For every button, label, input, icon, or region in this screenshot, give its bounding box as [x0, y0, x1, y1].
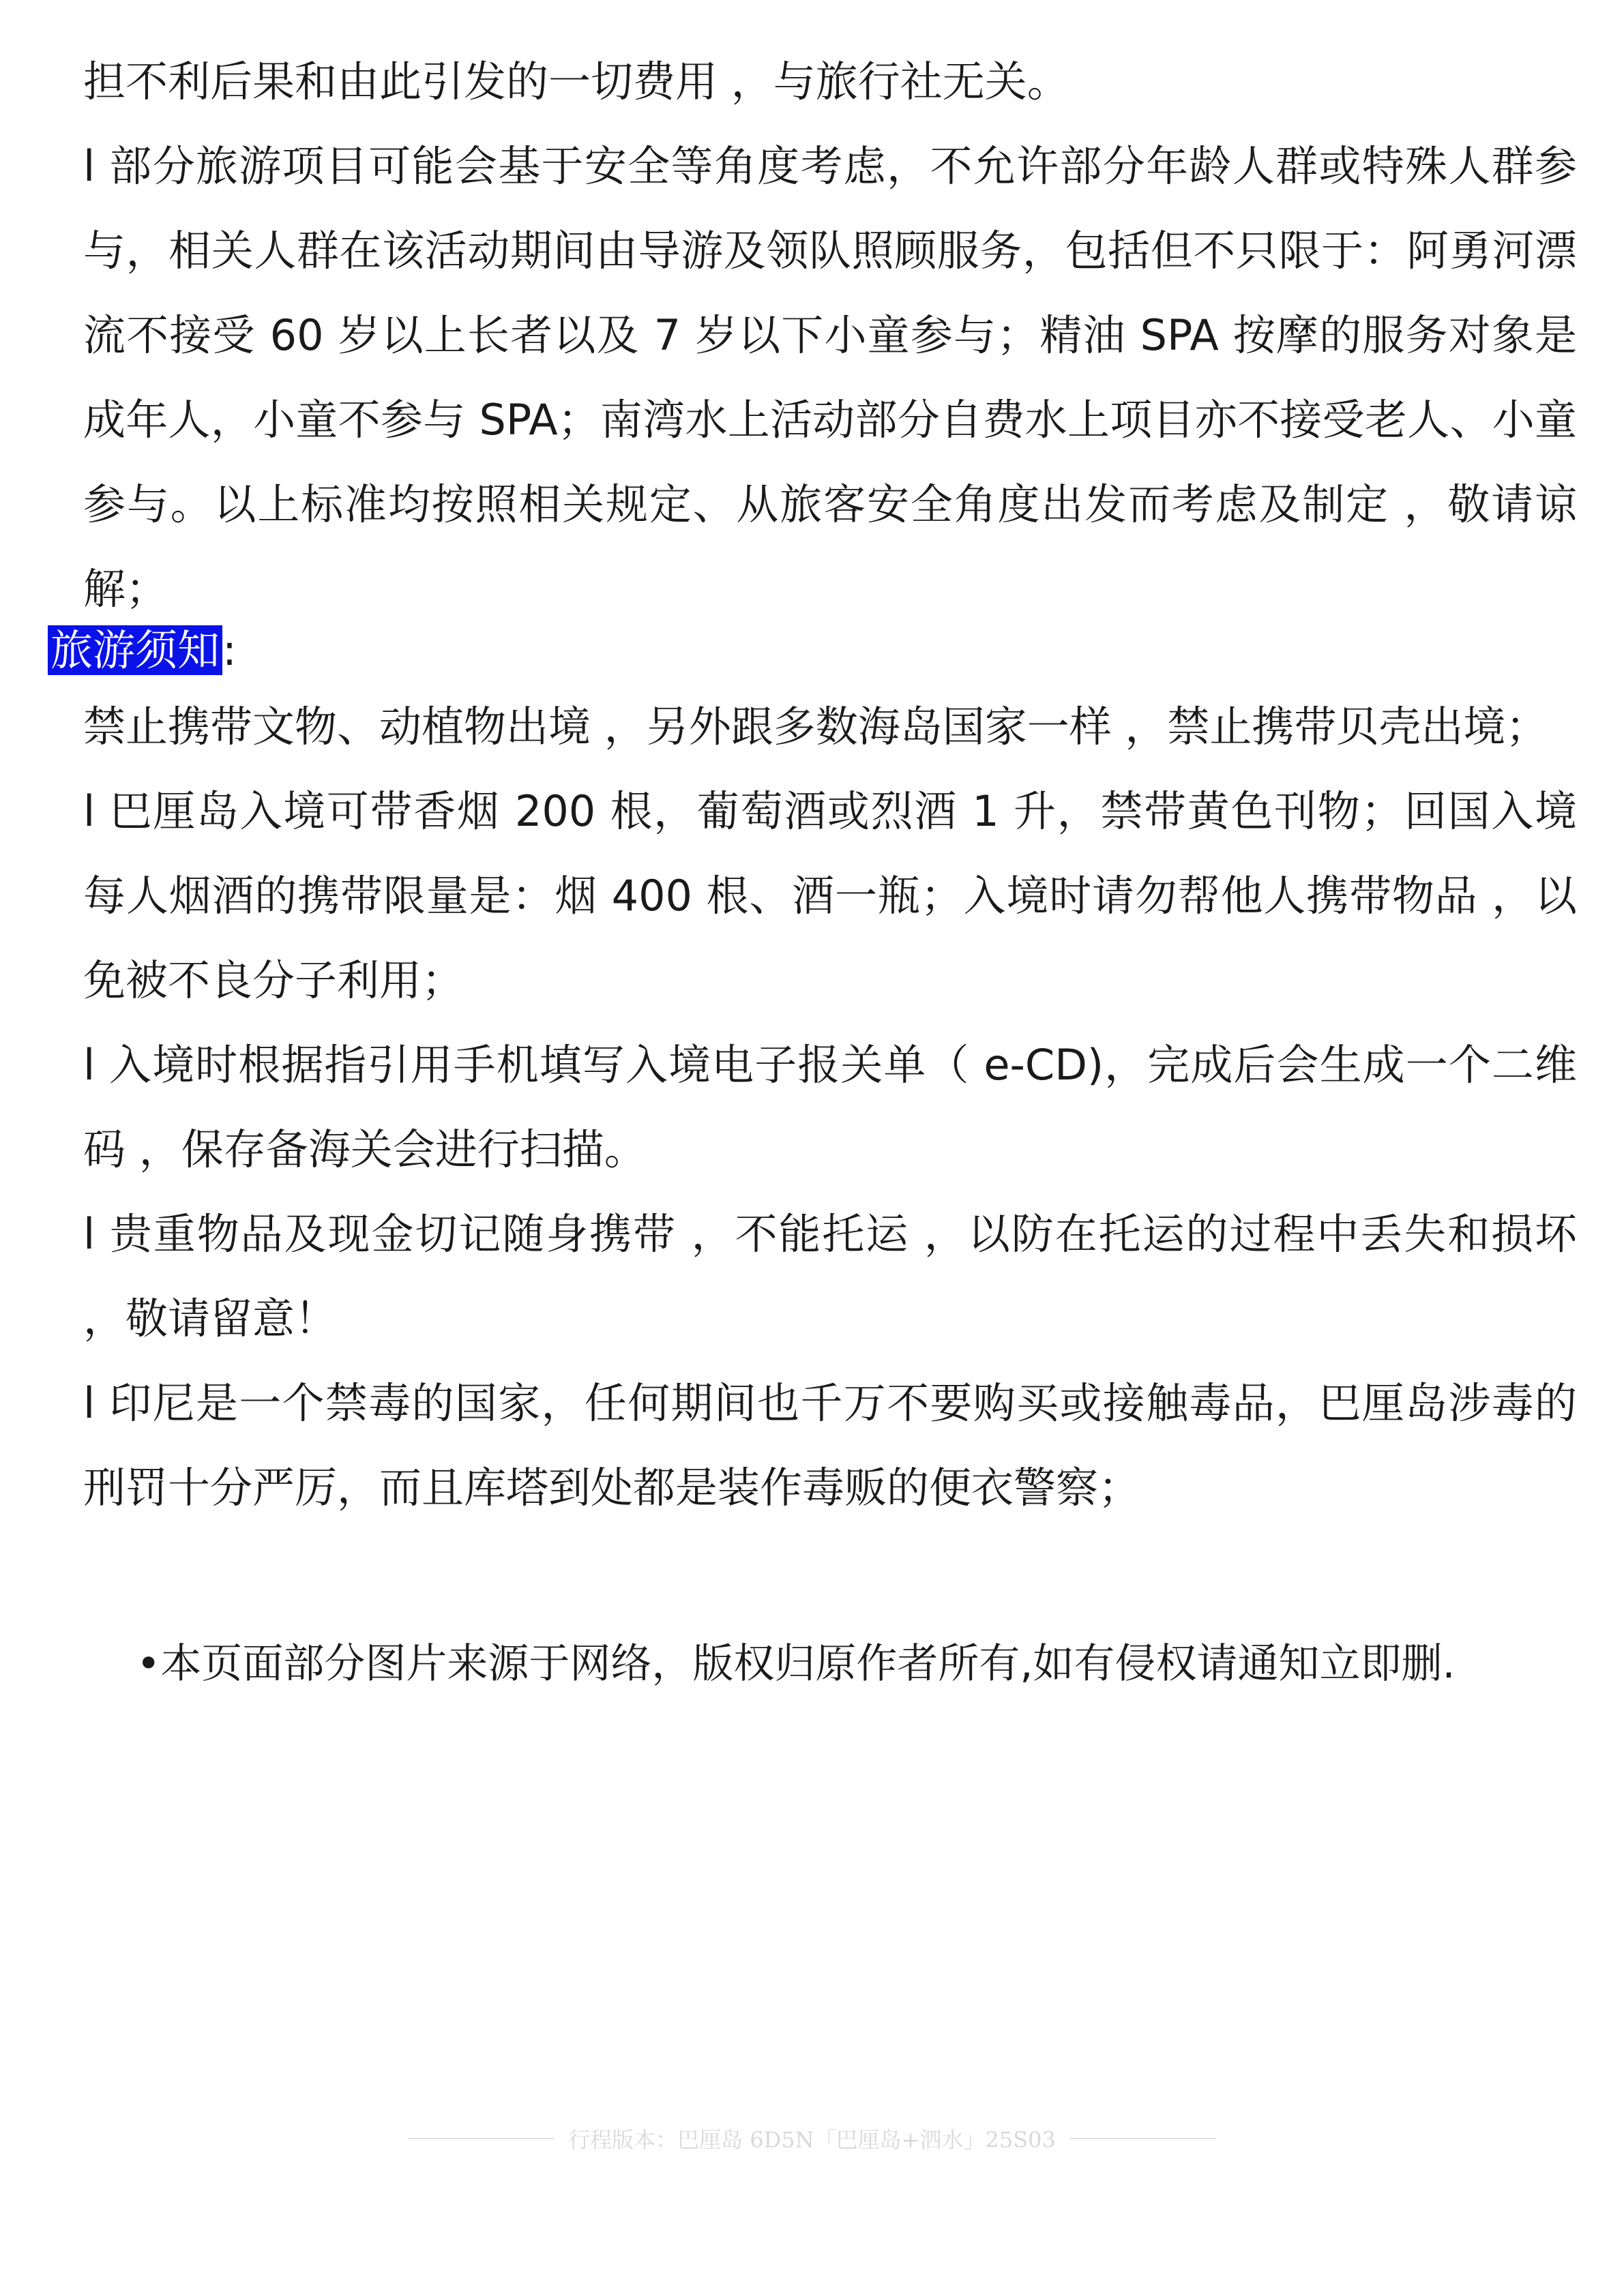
- copyright-notice: •本页面部分图片来源于网络，版权归原作者所有,如有侵权请通知立即删.: [136, 1640, 1456, 1688]
- section-heading: [48, 619, 237, 682]
- paragraph-fee-disclaimer: 担不利后果和由此引发的一切费用 ，与旅行社无关。: [83, 57, 1069, 106]
- section-heading-colon: :: [222, 625, 237, 675]
- paragraph-drug-warning: l 印尼是一个禁毒的国家，任何期间也千万不要购买或接触毒品，巴厘岛涉毒的刑罚十分严厉，而且库塔到处都是装作毒贩的便衣警察；: [83, 1378, 1577, 1512]
- footer-rule-right: [1069, 2138, 1216, 2139]
- paragraph-export-ban: 禁止携带文物、动植物出境 ，另外跟多数海岛国家一样 ，禁止携带贝壳出境；: [83, 702, 1548, 751]
- paragraph-ecd-form: l 入境时根据指引用手机填写入境电子报关单（ e-CD)，完成后会生成一个二维码 ，保存备海关会进行扫描。: [83, 1040, 1577, 1174]
- paragraph-valuables: l 贵重物品及现金切记随身携带 ，不能托运 ，以防在托运的过程中丢失和损坏 ，敬请留意！: [83, 1209, 1577, 1343]
- paragraph-customs-allowance: l 巴厘岛入境可带香烟 200 根，葡萄酒或烈酒 1 升，禁带黄色刊物；回国入境每人烟酒的携带限量是：烟 400 根、酒一瓶；入境时请勿帮他人携带物品 ，以免被不良分子利用；: [83, 786, 1577, 1005]
- paragraph-age-restrictions: l 部分旅游项目可能会基于安全等角度考虑，不允许部分年龄人群或特殊人群参与，相关人群在该活动期间由导游及领队照顾服务，包括但不只限于：阿勇河漂流不接受 60 岁以上长者以及 7 岁以下小童参与；精油 SPA 按摩的服务对象是成年人，小童不参与 SPA；南湾水上活动部分自费水上项目亦不接受老人、小童参与。以上标准均按照相关规定、从旅客安全角度出发而考虑及制定 ，敬请谅解；: [83, 141, 1577, 614]
- section-travel-notes: [83, 685, 1577, 1530]
- footer-version-text: 行程版本：巴厘岛 6D5N「巴厘岛+泗水」25S03: [568, 2127, 1056, 2153]
- section-heading-highlight: 旅游须知: [48, 625, 222, 675]
- section-notes: [83, 40, 1577, 631]
- page-footer: [0, 2118, 1624, 2159]
- footer-rule-left: [408, 2138, 555, 2139]
